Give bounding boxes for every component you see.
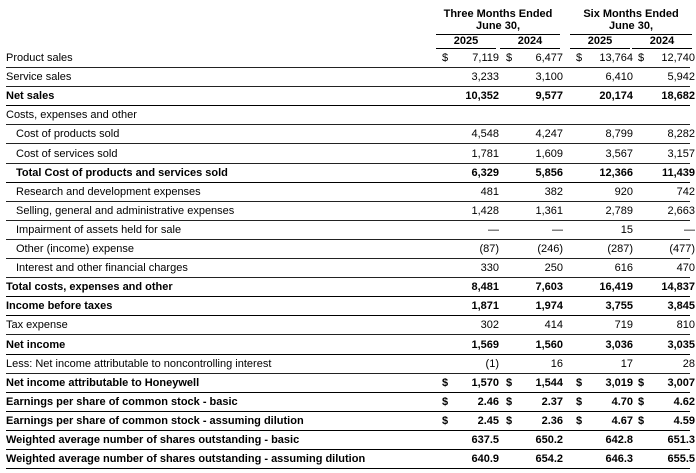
table-row: [6, 374, 695, 393]
cell-value: 18,682: [661, 90, 695, 102]
value-cell: [506, 71, 566, 85]
row-divider: [6, 143, 690, 144]
cell-value: 16: [550, 358, 563, 370]
currency-symbol: $: [576, 52, 583, 64]
value-cell: [576, 396, 636, 410]
value-cell: [506, 358, 566, 372]
row-label: Cost of services sold: [16, 148, 118, 160]
currency-symbol: $: [638, 396, 645, 408]
row-label: Earnings per share of common stock - basic: [6, 396, 238, 408]
value-cell: [638, 224, 696, 238]
value-cell: [638, 319, 696, 333]
value-cell: [442, 205, 502, 219]
value-cell: [442, 167, 502, 181]
value-cell: [638, 434, 696, 448]
value-cell: [506, 377, 566, 391]
table-row: [6, 431, 695, 450]
cell-value: 250: [544, 262, 563, 274]
table-row: [6, 316, 695, 335]
cell-value: 654.2: [535, 453, 563, 465]
value-cell: [442, 377, 502, 391]
value-cell: [442, 224, 502, 238]
cell-value: 3,036: [605, 339, 633, 351]
cell-value: 3,007: [667, 377, 695, 389]
cell-value: 742: [676, 186, 695, 198]
cell-value: —: [552, 224, 563, 236]
value-cell: [442, 319, 502, 333]
cell-value: 3,035: [667, 339, 695, 351]
cell-value: 302: [480, 319, 499, 331]
cell-value: —: [684, 224, 695, 236]
cell-value: 20,174: [599, 90, 633, 102]
currency-symbol: $: [638, 52, 645, 64]
year-label: 2024: [649, 35, 675, 47]
cell-value: 4,548: [471, 128, 499, 140]
cell-value: 646.3: [605, 453, 633, 465]
value-cell: [442, 339, 502, 353]
row-label: Cost of products sold: [16, 128, 120, 140]
cell-value: 3,755: [605, 300, 633, 312]
cell-value: 1,974: [535, 300, 563, 312]
table-row: [6, 164, 695, 183]
cell-value: 17: [620, 358, 633, 370]
cell-value: 5,942: [667, 71, 695, 83]
cell-value: 2.36: [541, 415, 563, 427]
cell-value: 6,329: [471, 167, 499, 179]
cell-value: 4,247: [535, 128, 563, 140]
year-label: 2025: [453, 35, 479, 47]
currency-symbol: $: [442, 396, 449, 408]
cell-value: 719: [614, 319, 633, 331]
cell-value: 1,609: [535, 148, 563, 160]
cell-value: 3,845: [667, 300, 695, 312]
cell-value: 2,789: [605, 205, 633, 217]
value-cell: [506, 300, 566, 314]
cell-value: —: [488, 224, 499, 236]
cell-value: 2,663: [667, 205, 695, 217]
cell-value: 13,764: [599, 52, 633, 64]
row-label: Impairment of assets held for sale: [16, 224, 182, 236]
value-cell: [638, 262, 696, 276]
cell-value: 1,428: [471, 205, 499, 217]
value-cell: [576, 148, 636, 162]
value-cell: [506, 90, 566, 104]
value-cell: [638, 205, 696, 219]
cell-value: 4.59: [673, 415, 695, 427]
currency-symbol: $: [442, 377, 449, 389]
value-cell: [638, 281, 696, 295]
cell-value: 382: [544, 186, 563, 198]
value-cell: [576, 434, 636, 448]
row-label: Costs, expenses and other: [6, 109, 137, 121]
table-row: [6, 336, 695, 355]
year-header: [570, 35, 630, 48]
row-label: Other (income) expense: [16, 243, 134, 255]
value-cell: [506, 243, 566, 257]
row-label: Service sales: [6, 71, 72, 83]
value-cell: [506, 281, 566, 295]
header-six-months-label: Six Months Ended June 30,: [583, 8, 679, 32]
currency-symbol: $: [506, 415, 513, 427]
row-divider: [6, 468, 690, 469]
cell-value: 655.5: [667, 453, 695, 465]
value-cell: [506, 396, 566, 410]
value-cell: [576, 262, 636, 276]
value-cell: [506, 109, 566, 123]
table-row: [6, 125, 695, 144]
row-label: Selling, general and administrative expenses: [16, 205, 235, 217]
value-cell: [506, 128, 566, 142]
row-label: Interest and other financial charges: [16, 262, 188, 274]
value-cell: [576, 377, 636, 391]
currency-symbol: $: [506, 52, 513, 64]
cell-value: 1,560: [535, 339, 563, 351]
table-row: [6, 106, 690, 125]
cell-value: 6,410: [605, 71, 633, 83]
year-header: [436, 35, 496, 48]
cell-value: 637.5: [471, 434, 499, 446]
table-row: [6, 68, 695, 87]
currency-symbol: $: [442, 415, 449, 427]
table-row: [6, 202, 695, 221]
cell-value: 650.2: [535, 434, 563, 446]
value-cell: [442, 300, 502, 314]
value-cell: [576, 415, 636, 429]
currency-symbol: $: [506, 396, 513, 408]
row-label: Total Cost of products and services sold: [16, 167, 228, 179]
table-row: [6, 393, 695, 412]
value-cell: [638, 128, 696, 142]
cell-value: 14,837: [661, 281, 695, 293]
value-cell: [506, 319, 566, 333]
table-row: [6, 145, 695, 164]
cell-value: 12,740: [661, 52, 695, 64]
cell-value: 3,100: [535, 71, 563, 83]
cell-value: 642.8: [605, 434, 633, 446]
header-six-months: [570, 8, 692, 34]
cell-value: 651.3: [667, 434, 695, 446]
cell-value: 6,477: [535, 52, 563, 64]
value-cell: [576, 319, 636, 333]
table-row: [6, 259, 695, 278]
value-cell: [638, 415, 696, 429]
cell-value: 1,361: [535, 205, 563, 217]
row-label: Total costs, expenses and other: [6, 281, 173, 293]
value-cell: [576, 90, 636, 104]
value-cell: [576, 281, 636, 295]
value-cell: [576, 224, 636, 238]
value-cell: [576, 167, 636, 181]
row-label: Weighted average number of shares outstanding - basic: [6, 434, 300, 446]
cell-value: 1,781: [471, 148, 499, 160]
value-cell: [442, 71, 502, 85]
cell-value: 1,544: [535, 377, 563, 389]
year-header: [632, 35, 692, 48]
value-cell: [506, 52, 566, 66]
value-cell: [638, 358, 696, 372]
value-cell: [576, 52, 636, 66]
cell-value: 3,567: [605, 148, 633, 160]
value-cell: [638, 167, 696, 181]
value-cell: [576, 128, 636, 142]
value-cell: [442, 243, 502, 257]
value-cell: [638, 453, 696, 467]
currency-symbol: $: [576, 415, 583, 427]
value-cell: [576, 71, 636, 85]
value-cell: [576, 300, 636, 314]
cell-value: 10,352: [465, 90, 499, 102]
value-cell: [442, 281, 502, 295]
table-row: [6, 297, 695, 316]
cell-value: 1,871: [471, 300, 499, 312]
cell-value: 3,157: [667, 148, 695, 160]
cell-value: 12,366: [599, 167, 633, 179]
cell-value: 7,119: [472, 52, 499, 64]
currency-symbol: $: [442, 52, 449, 64]
row-label: Tax expense: [6, 319, 68, 331]
value-cell: [576, 358, 636, 372]
table-row: [6, 183, 695, 202]
value-cell: [442, 396, 502, 410]
value-cell: [638, 148, 696, 162]
header-three-months-label: Three Months Ended June 30,: [443, 8, 553, 32]
value-cell: [506, 262, 566, 276]
cell-value: 810: [676, 319, 695, 331]
cell-value: 7,603: [535, 281, 563, 293]
table-row: [6, 450, 695, 469]
cell-value: (1): [485, 358, 499, 370]
row-label: Net income attributable to Honeywell: [6, 377, 200, 389]
table-row: [6, 49, 695, 68]
cell-value: (87): [479, 243, 499, 255]
row-label: Weighted average number of shares outstanding - assuming dilution: [6, 453, 366, 465]
value-cell: [638, 90, 696, 104]
value-cell: [506, 148, 566, 162]
cell-value: 1,570: [471, 377, 499, 389]
value-cell: [442, 90, 502, 104]
value-cell: [506, 415, 566, 429]
value-cell: [442, 415, 502, 429]
cell-value: 4.62: [673, 396, 695, 408]
cell-value: 920: [614, 186, 633, 198]
value-cell: [442, 453, 502, 467]
header-three-months: [436, 8, 560, 34]
row-label: Less: Net income attributable to noncontrolling interest: [6, 358, 272, 370]
row-label: Earnings per share of common stock - assuming dilution: [6, 415, 304, 427]
value-cell: [506, 453, 566, 467]
value-cell: [576, 243, 636, 257]
cell-value: (287): [607, 243, 633, 255]
table-row: [6, 278, 695, 297]
value-cell: [442, 434, 502, 448]
row-label: Product sales: [6, 52, 73, 64]
year-header: [500, 35, 560, 48]
value-cell: [576, 339, 636, 353]
table-row: [6, 87, 695, 106]
value-cell: [638, 71, 696, 85]
table-row: [6, 221, 695, 240]
cell-value: 15: [620, 224, 633, 236]
year-label: 2024: [517, 35, 543, 47]
value-cell: [442, 109, 502, 123]
currency-symbol: $: [638, 377, 645, 389]
cell-value: 1,569: [471, 339, 499, 351]
value-cell: [442, 128, 502, 142]
cell-value: 8,282: [667, 128, 695, 140]
cell-value: 414: [544, 319, 563, 331]
value-cell: [638, 300, 696, 314]
value-cell: [442, 186, 502, 200]
currency-symbol: $: [576, 377, 583, 389]
value-cell: [638, 186, 696, 200]
cell-value: 28: [682, 358, 695, 370]
cell-value: 2.45: [477, 415, 499, 427]
cell-value: 640.9: [471, 453, 499, 465]
value-cell: [506, 186, 566, 200]
value-cell: [442, 262, 502, 276]
cell-value: 616: [614, 262, 633, 274]
value-cell: [638, 339, 696, 353]
value-cell: [442, 52, 502, 66]
value-cell: [638, 243, 696, 257]
cell-value: 3,019: [605, 377, 633, 389]
cell-value: 470: [676, 262, 695, 274]
row-label: Income before taxes: [6, 300, 113, 312]
value-cell: [506, 224, 566, 238]
cell-value: 11,439: [661, 167, 695, 179]
value-cell: [506, 205, 566, 219]
row-label: Net sales: [6, 90, 55, 102]
cell-value: (246): [537, 243, 563, 255]
cell-value: 3,233: [471, 71, 499, 83]
row-divider: [6, 334, 690, 335]
cell-value: 4.70: [611, 396, 633, 408]
currency-symbol: $: [506, 377, 513, 389]
table-row: [6, 240, 695, 259]
table-row: [6, 355, 695, 374]
cell-value: 8,481: [471, 281, 499, 293]
currency-symbol: $: [576, 396, 583, 408]
value-cell: [576, 205, 636, 219]
currency-symbol: $: [638, 415, 645, 427]
value-cell: [576, 109, 636, 123]
value-cell: [576, 453, 636, 467]
cell-value: 4.67: [611, 415, 633, 427]
cell-value: 2.37: [541, 396, 563, 408]
row-label: Research and development expenses: [16, 186, 201, 198]
cell-value: 330: [480, 262, 499, 274]
value-cell: [442, 148, 502, 162]
cell-value: 481: [480, 186, 499, 198]
value-cell: [638, 52, 696, 66]
row-label: Net income: [6, 339, 66, 351]
value-cell: [506, 339, 566, 353]
value-cell: [576, 186, 636, 200]
value-cell: [638, 109, 696, 123]
cell-value: 2.46: [477, 396, 499, 408]
value-cell: [506, 167, 566, 181]
year-label: 2025: [587, 35, 613, 47]
cell-value: (477): [669, 243, 695, 255]
value-cell: [638, 396, 696, 410]
value-cell: [506, 434, 566, 448]
cell-value: 5,856: [535, 167, 563, 179]
cell-value: 8,799: [605, 128, 633, 140]
table-row: [6, 412, 695, 431]
cell-value: 16,419: [599, 281, 633, 293]
value-cell: [442, 358, 502, 372]
cell-value: 9,577: [535, 90, 563, 102]
value-cell: [638, 377, 696, 391]
